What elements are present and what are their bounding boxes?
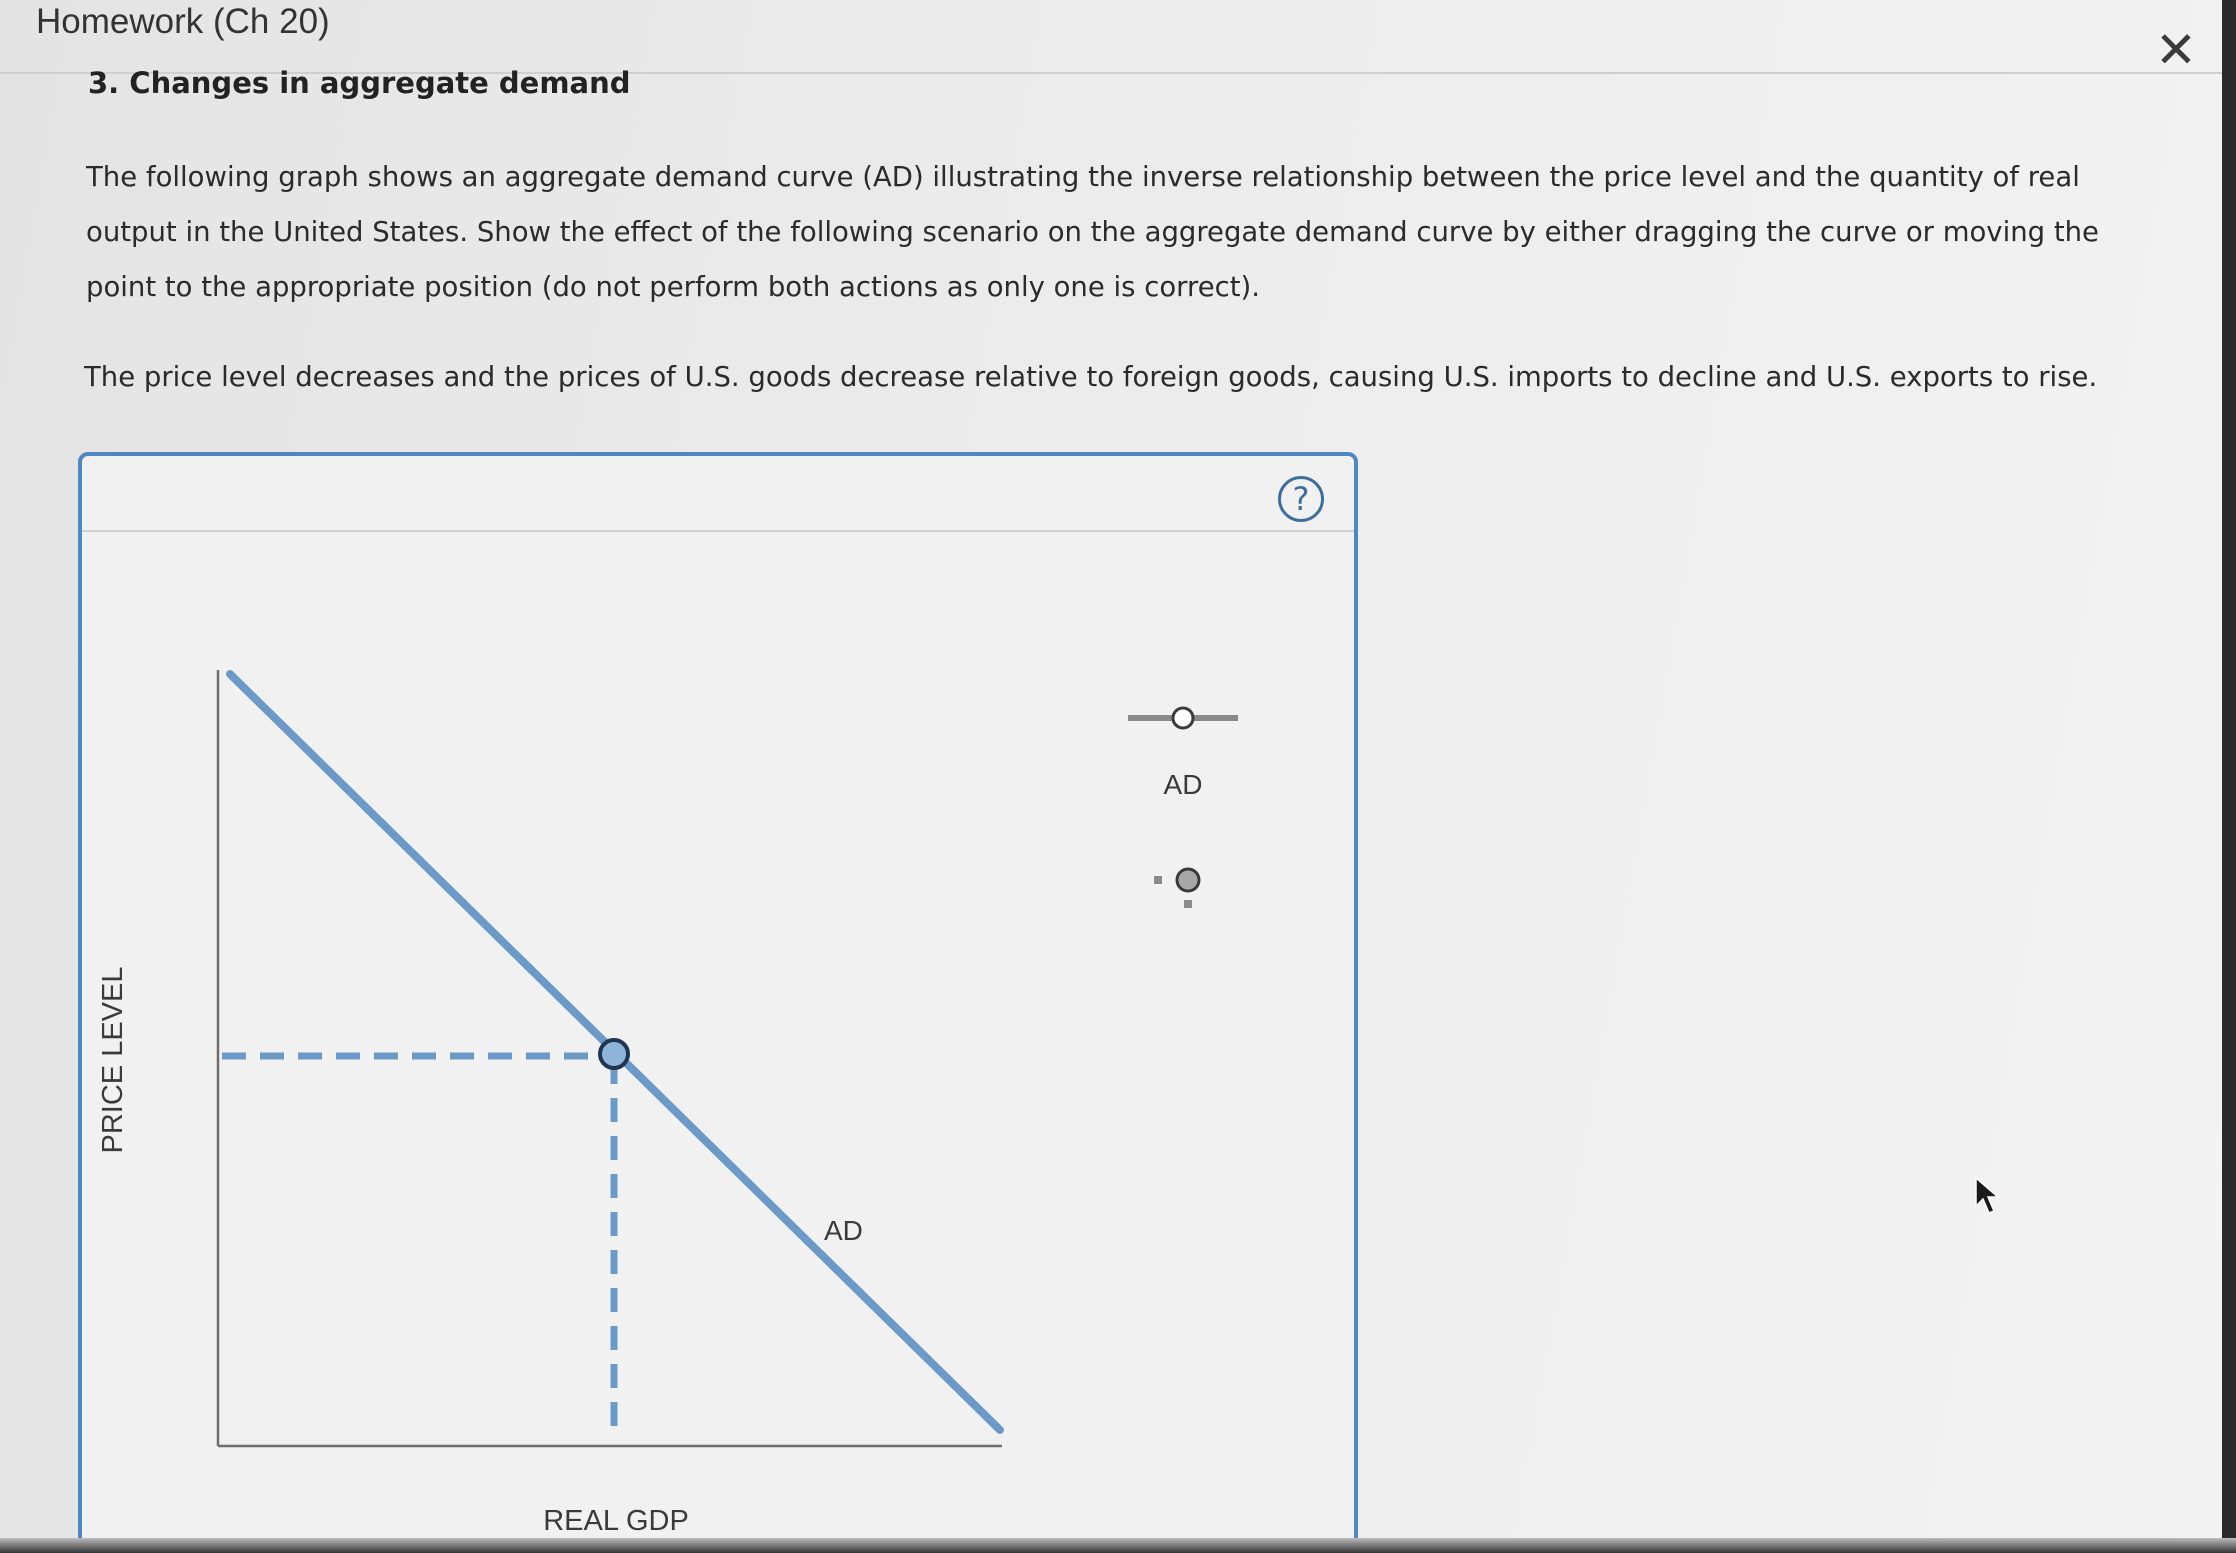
point-drag-tool-icon — [1154, 869, 1199, 908]
question-instructions: The following graph shows an aggregate demand curve (AD) illustrating the inverse relationship between the price level and the quantity of real output in the United States. Show the effect of the following scenario on the aggregate demand curve by either dragging the curve or moving the point to the appropriate position (do not perform both actions as only one is correct). — [86, 161, 2099, 303]
question-title: 3. Changes in aggregate demand — [88, 66, 631, 100]
screen-bottom-edge — [0, 1538, 2236, 1553]
palette-tool-label: AD — [1163, 769, 1203, 800]
x-axis-label: REAL GDP — [543, 1505, 689, 1537]
help-icon: ? — [1292, 480, 1310, 518]
curve-drag-tool[interactable] — [1128, 708, 1238, 728]
close-button[interactable] — [2148, 22, 2204, 78]
curve-drag-tool-icon — [1128, 708, 1238, 728]
ad-curve-label: AD — [824, 1215, 863, 1246]
graph-canvas[interactable] — [82, 456, 1354, 1553]
window-title: Homework (Ch 20) — [36, 2, 330, 41]
ad-point[interactable] — [600, 1040, 628, 1068]
question-scenario: The price level decreases and the prices of U.S. goods decrease relative to foreign goods, causing U.S. imports to decline and U.S. exports to rise. — [84, 361, 2098, 393]
screen-edge — [2222, 0, 2236, 1553]
graph-panel — [78, 452, 1358, 1553]
y-axis-label: PRICE LEVEL — [97, 966, 129, 1154]
mouse-cursor-icon — [1974, 1176, 2002, 1218]
title-bar — [0, 0, 2236, 74]
close-icon: ✕ — [2155, 21, 2197, 79]
point-drag-tool[interactable] — [1154, 869, 1199, 908]
